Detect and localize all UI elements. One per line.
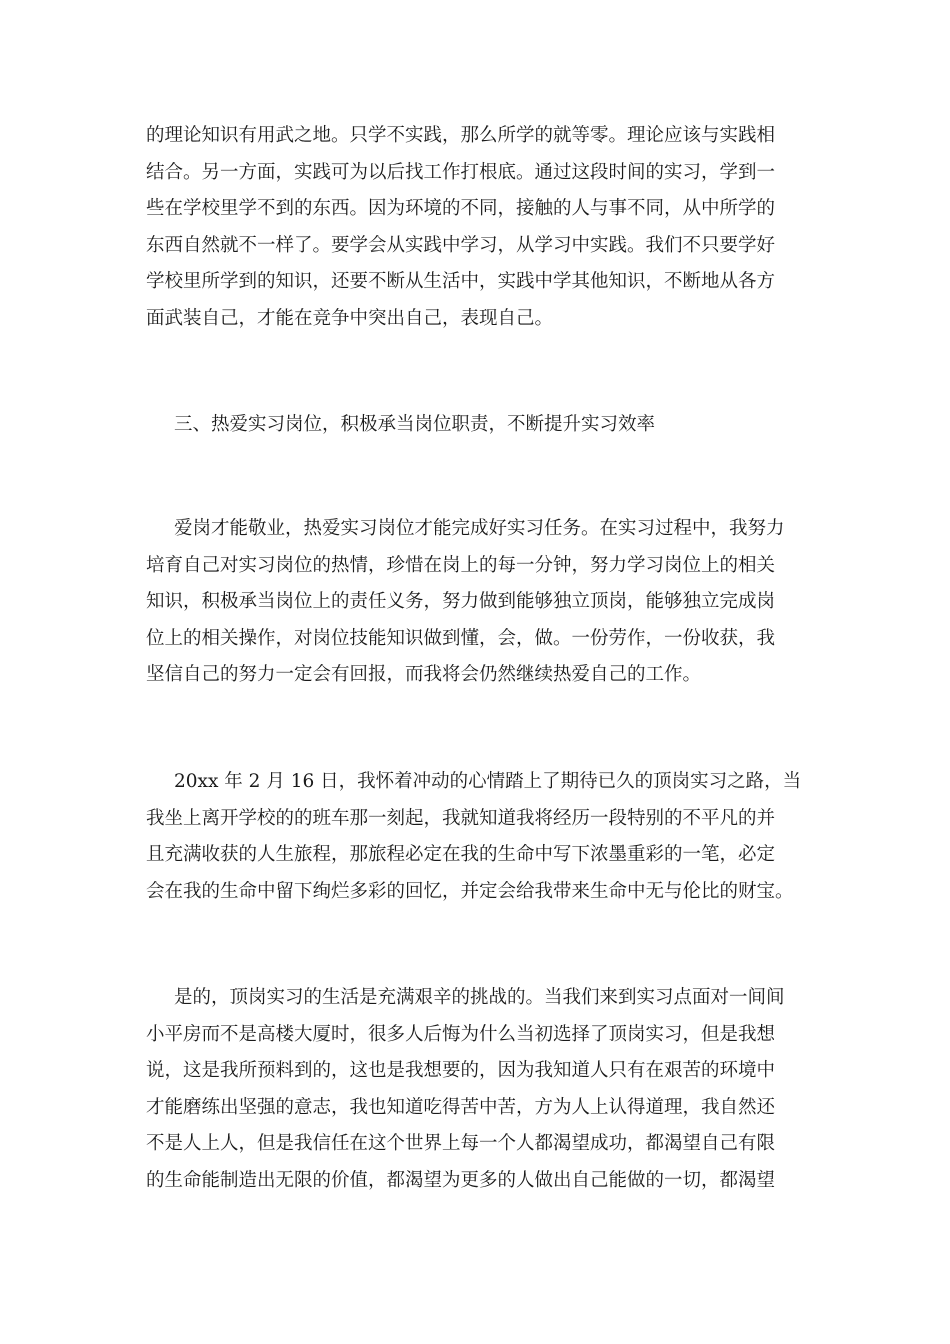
paragraph-line: 面武装自己，才能在竞争中突出自己，表现自己。	[146, 307, 554, 329]
paragraph-line: 学校里所学到的知识，还要不断从生活中，实践中学其他知识，不断地从各方	[146, 271, 776, 292]
section-heading-3	[146, 407, 806, 444]
paragraph-line: 培育自己对实习岗位的热情，珍惜在岗上的每一分钟，努力学习岗位上的相关	[146, 554, 776, 576]
paragraph-line: 结合。另一方面，实践可为以后找工作打根底。通过这段时间的实习，学到一	[146, 161, 776, 183]
paragraph-line: 坚信自己的努力一定会有回报，而我将会仍然继续热爱自己的工作。	[146, 664, 702, 685]
paragraph-line: 是的，顶岗实习的生活是充满艰辛的挑战的。当我们来到实习点面对一间间	[174, 987, 785, 1008]
paragraph-1	[146, 118, 806, 337]
paragraph-line: 我坐上离开学校的的班车那一刻起，我就知道我将经历一段特别的不平凡的并	[146, 807, 776, 829]
paragraph-line: 的理论知识有用武之地。只学不实践，那么所学的就等零。理论应该与实践相	[146, 125, 776, 146]
paragraph-line: 爱岗才能敬业，热爱实习岗位才能完成好实习任务。在实习过程中，我努力	[174, 518, 785, 539]
paragraph-line: 才能磨练出坚强的意志，我也知道吃得苦中苦，方为人上认得道理，我自然还	[146, 1096, 776, 1118]
paragraph-line: 位上的相关操作，对岗位技能知识做到懂，会，做。一份劳作，一份收获，我	[146, 627, 776, 649]
paragraph-line: 会在我的生命中留下绚烂多彩的回忆，并定会给我带来生命中无与伦比的财宝。	[146, 880, 794, 902]
paragraph-line: 说，这是我所预料到的，这也是我想要的，因为我知道人只有在艰苦的环境中	[146, 1060, 776, 1081]
section-heading-text: 三、热爱实习岗位，积极承当岗位职责，不断提升实习效率	[174, 414, 656, 435]
paragraph-3	[146, 764, 806, 910]
paragraph-4	[146, 980, 806, 1199]
paragraph-line: 东西自然就不一样了。要学会从实践中学习，从学习中实践。我们不只要学好	[146, 234, 776, 256]
paragraph-line: 些在学校里学不到的东西。因为环境的不同，接触的人与事不同，从中所学的	[146, 198, 776, 219]
paragraph-line: 知识，积极承当岗位上的责任义务，努力做到能够独立顶岗，能够独立完成岗	[146, 591, 776, 612]
paragraph-line: 的生命能制造出无限的价值，都渴望为更多的人做出自己能做的一切，都渴望	[146, 1169, 776, 1191]
paragraph-line: 小平房而不是高楼大厦时，很多人后悔为什么当初选择了顶岗实习，但是我想	[146, 1023, 776, 1045]
paragraph-line: 且充满收获的人生旅程，那旅程必定在我的生命中写下浓墨重彩的一笔，必定	[146, 844, 776, 865]
paragraph-line: 20xx 年 2 月 16 日，我怀着冲动的心情踏上了期待已久的顶岗实习之路，当	[174, 771, 802, 792]
paragraph-line: 不是人上人，但是我信任在这个世界上每一个人都渴望成功，都渴望自己有限	[146, 1133, 776, 1154]
paragraph-2	[146, 511, 806, 694]
